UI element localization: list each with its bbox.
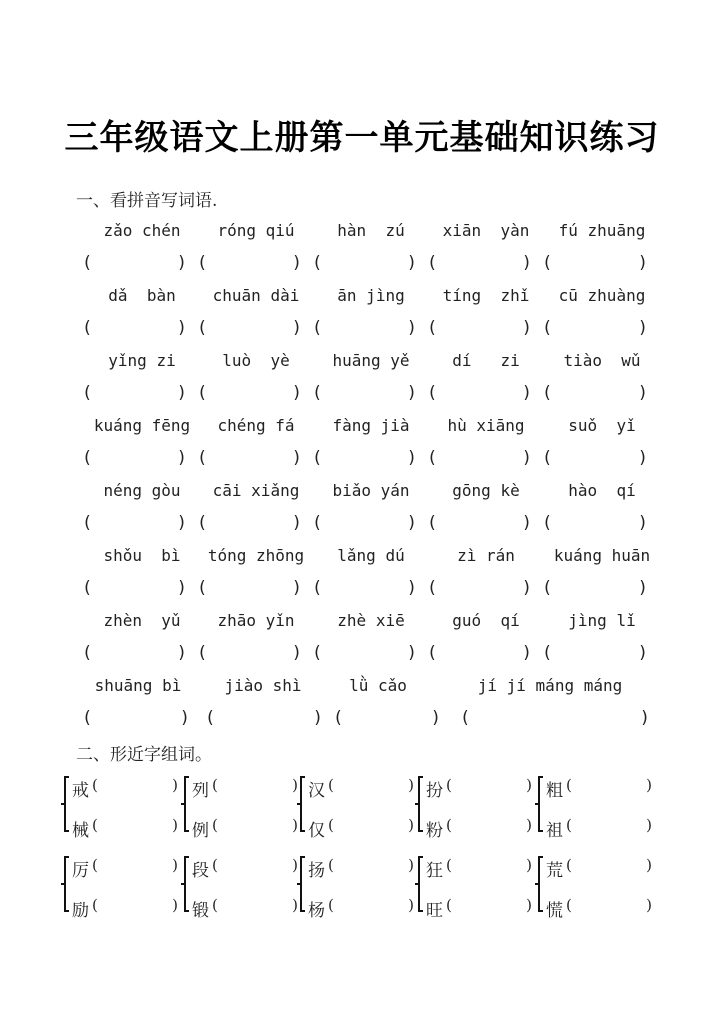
pinyin-word: zhāo yǐn — [217, 611, 295, 630]
open-paren: ( — [212, 816, 218, 834]
answer-blank[interactable] — [197, 578, 302, 602]
open-paren: ( — [446, 896, 452, 914]
character-answer-blank[interactable] — [546, 816, 652, 841]
brace-icon — [300, 776, 305, 832]
close-paren: ) — [172, 896, 178, 914]
character-pair — [64, 774, 180, 841]
close-paren: ) — [176, 318, 187, 338]
close-paren: ) — [646, 856, 652, 874]
open-paren: ( — [566, 856, 572, 874]
close-paren: ) — [521, 253, 532, 273]
pinyin-word: shuāng bì — [94, 676, 182, 695]
character: 慌 — [546, 901, 563, 921]
open-paren: ( — [82, 643, 93, 663]
character-pair — [418, 774, 534, 841]
close-paren: ) — [521, 578, 532, 598]
brace-icon — [418, 776, 423, 832]
open-paren: ( — [92, 776, 98, 794]
character-answer-blank[interactable] — [192, 896, 298, 921]
open-paren: ( — [82, 253, 93, 273]
close-paren: ) — [176, 448, 187, 468]
character: 粗 — [546, 781, 563, 801]
close-paren: ) — [292, 816, 298, 834]
close-paren: ) — [176, 253, 187, 273]
open-paren: ( — [427, 513, 438, 533]
open-paren: ( — [446, 776, 452, 794]
character-answer-blank[interactable] — [426, 896, 532, 921]
answer-blank[interactable] — [82, 708, 190, 732]
close-paren: ) — [292, 856, 298, 874]
open-paren: ( — [446, 856, 452, 874]
pinyin-word: hàn zú — [337, 221, 405, 240]
open-paren: ( — [566, 816, 572, 834]
answer-blank[interactable] — [312, 253, 417, 277]
character-answer-blank[interactable] — [308, 896, 414, 921]
pinyin-word: cāi xiǎng — [212, 481, 300, 500]
close-paren: ) — [526, 856, 532, 874]
close-paren: ) — [637, 578, 648, 598]
answer-blank[interactable] — [197, 318, 302, 342]
close-paren: ) — [176, 643, 187, 663]
character-pair — [538, 854, 654, 921]
pinyin-word: róng qiú — [217, 221, 295, 240]
answer-row — [0, 383, 724, 407]
close-paren: ) — [291, 643, 302, 663]
character-answer-blank[interactable] — [72, 896, 178, 921]
answer-blank[interactable] — [427, 448, 532, 472]
close-paren: ) — [408, 816, 414, 834]
open-paren: ( — [82, 708, 93, 728]
close-paren: ) — [646, 776, 652, 794]
open-paren: ( — [212, 856, 218, 874]
answer-blank[interactable] — [427, 578, 532, 602]
close-paren: ) — [639, 708, 650, 728]
answer-blank[interactable] — [427, 383, 532, 407]
answer-blank[interactable] — [82, 513, 187, 537]
character: 励 — [72, 901, 89, 921]
answer-blank[interactable] — [542, 383, 648, 407]
answer-blank[interactable] — [82, 578, 187, 602]
close-paren: ) — [406, 318, 417, 338]
open-paren: ( — [312, 578, 323, 598]
pinyin-row — [0, 611, 724, 635]
section-1-heading: 一、看拼音写词语. — [76, 191, 218, 211]
close-paren: ) — [521, 513, 532, 533]
pinyin-word: luò yè — [222, 351, 290, 370]
close-paren: ) — [646, 896, 652, 914]
brace-icon — [538, 776, 543, 832]
pinyin-word: hào qí — [568, 481, 636, 500]
character-answer-blank[interactable] — [546, 896, 652, 921]
answer-row — [0, 513, 724, 537]
character-answer-blank[interactable] — [72, 856, 178, 881]
open-paren: ( — [82, 318, 93, 338]
character-answer-blank[interactable] — [426, 776, 532, 801]
close-paren: ) — [521, 318, 532, 338]
open-paren: ( — [460, 708, 471, 728]
open-paren: ( — [542, 253, 553, 273]
character-pair — [300, 854, 416, 921]
open-paren: ( — [82, 513, 93, 533]
character-pair — [538, 774, 654, 841]
open-paren: ( — [197, 448, 208, 468]
answer-blank[interactable] — [197, 513, 302, 537]
open-paren: ( — [427, 448, 438, 468]
brace-icon — [538, 856, 543, 912]
pinyin-word: néng gòu — [103, 481, 181, 500]
open-paren: ( — [312, 383, 323, 403]
character-pair — [184, 774, 300, 841]
close-paren: ) — [637, 513, 648, 533]
open-paren: ( — [197, 253, 208, 273]
open-paren: ( — [205, 708, 216, 728]
open-paren: ( — [427, 578, 438, 598]
pinyin-row — [0, 221, 724, 245]
close-paren: ) — [526, 776, 532, 794]
open-paren: ( — [212, 776, 218, 794]
open-paren: ( — [542, 643, 553, 663]
answer-blank[interactable] — [197, 383, 302, 407]
pinyin-word: huāng yě — [332, 351, 410, 370]
close-paren: ) — [291, 253, 302, 273]
close-paren: ) — [646, 816, 652, 834]
character: 戒 — [72, 781, 89, 801]
open-paren: ( — [328, 816, 334, 834]
answer-blank[interactable] — [312, 318, 417, 342]
open-paren: ( — [427, 318, 438, 338]
pinyin-row — [0, 481, 724, 505]
open-paren: ( — [328, 776, 334, 794]
close-paren: ) — [291, 383, 302, 403]
answer-row — [0, 448, 724, 472]
pinyin-word: fàng jià — [332, 416, 410, 435]
answer-blank[interactable] — [82, 318, 187, 342]
open-paren: ( — [197, 643, 208, 663]
open-paren: ( — [212, 896, 218, 914]
character-answer-blank[interactable] — [308, 816, 414, 841]
pinyin-row — [0, 546, 724, 570]
character: 狂 — [426, 861, 443, 881]
answer-blank[interactable] — [542, 578, 648, 602]
character: 例 — [192, 821, 209, 841]
close-paren: ) — [406, 513, 417, 533]
open-paren: ( — [312, 643, 323, 663]
character: 扬 — [308, 861, 325, 881]
answer-blank[interactable] — [205, 708, 323, 732]
close-paren: ) — [292, 776, 298, 794]
open-paren: ( — [542, 578, 553, 598]
pinyin-word: tiào wǔ — [563, 351, 641, 370]
pinyin-word: hù xiāng — [447, 416, 525, 435]
open-paren: ( — [566, 896, 572, 914]
pinyin-word: zhè xiē — [337, 611, 405, 630]
open-paren: ( — [197, 513, 208, 533]
answer-blank[interactable] — [427, 318, 532, 342]
open-paren: ( — [197, 578, 208, 598]
open-paren: ( — [566, 776, 572, 794]
answer-blank[interactable] — [312, 643, 417, 667]
close-paren: ) — [637, 253, 648, 273]
character-answer-blank[interactable] — [546, 776, 652, 801]
character-answer-blank[interactable] — [426, 816, 532, 841]
close-paren: ) — [172, 856, 178, 874]
open-paren: ( — [92, 816, 98, 834]
character-answer-blank[interactable] — [192, 816, 298, 841]
open-paren: ( — [82, 383, 93, 403]
close-paren: ) — [179, 708, 190, 728]
pinyin-word: shǒu bì — [103, 546, 181, 565]
character: 段 — [192, 861, 209, 881]
character-pair — [300, 774, 416, 841]
answer-blank[interactable] — [427, 253, 532, 277]
pinyin-word: dǎ bàn — [108, 286, 176, 305]
character: 杨 — [308, 901, 325, 921]
close-paren: ) — [521, 448, 532, 468]
pinyin-word: kuáng huān — [553, 546, 651, 565]
answer-blank[interactable] — [312, 448, 417, 472]
close-paren: ) — [172, 816, 178, 834]
close-paren: ) — [176, 578, 187, 598]
character-pair — [64, 854, 180, 921]
open-paren: ( — [427, 383, 438, 403]
answer-blank[interactable] — [312, 578, 417, 602]
close-paren: ) — [172, 776, 178, 794]
pinyin-word: dí zi — [452, 351, 520, 370]
open-paren: ( — [542, 448, 553, 468]
brace-icon — [418, 856, 423, 912]
pinyin-word: zì rán — [457, 546, 515, 565]
character: 旺 — [426, 901, 443, 921]
answer-blank[interactable] — [82, 448, 187, 472]
pinyin-word: tíng zhǐ — [442, 286, 530, 305]
pinyin-word: gōng kè — [452, 481, 520, 500]
close-paren: ) — [408, 896, 414, 914]
close-paren: ) — [406, 383, 417, 403]
close-paren: ) — [176, 513, 187, 533]
answer-row — [0, 708, 724, 732]
brace-icon — [64, 776, 69, 832]
brace-icon — [300, 856, 305, 912]
close-paren: ) — [406, 643, 417, 663]
close-paren: ) — [292, 896, 298, 914]
pinyin-row — [0, 286, 724, 310]
answer-blank[interactable] — [82, 383, 187, 407]
character: 荒 — [546, 861, 563, 881]
character: 粉 — [426, 821, 443, 841]
character-pair — [184, 854, 300, 921]
pinyin-word: jìng lǐ — [568, 611, 636, 630]
character-answer-blank[interactable] — [192, 856, 298, 881]
open-paren: ( — [312, 513, 323, 533]
character-answer-blank[interactable] — [72, 776, 178, 801]
answer-blank[interactable] — [197, 253, 302, 277]
open-paren: ( — [312, 448, 323, 468]
pinyin-word: cū zhuàng — [558, 286, 646, 305]
close-paren: ) — [637, 643, 648, 663]
character: 锻 — [192, 901, 209, 921]
pinyin-row — [0, 676, 724, 700]
close-paren: ) — [637, 383, 648, 403]
pinyin-word: tóng zhōng — [207, 546, 305, 565]
answer-blank[interactable] — [82, 643, 187, 667]
close-paren: ) — [526, 896, 532, 914]
open-paren: ( — [328, 896, 334, 914]
page-title: 三年级语文上册第一单元基础知识练习 — [64, 118, 660, 158]
answer-row — [0, 253, 724, 277]
pinyin-word: xiān yàn — [442, 221, 530, 240]
answer-blank[interactable] — [82, 253, 187, 277]
answer-blank[interactable] — [427, 513, 532, 537]
close-paren: ) — [408, 856, 414, 874]
answer-row — [0, 318, 724, 342]
pinyin-word: chuān dài — [212, 286, 300, 305]
character-pair — [418, 854, 534, 921]
character-answer-blank[interactable] — [308, 776, 414, 801]
character: 械 — [72, 821, 89, 841]
open-paren: ( — [542, 318, 553, 338]
brace-icon — [184, 776, 189, 832]
brace-icon — [184, 856, 189, 912]
open-paren: ( — [427, 643, 438, 663]
character-answer-blank[interactable] — [72, 816, 178, 841]
pinyin-word: zhèn yǔ — [103, 611, 181, 630]
answer-row — [0, 643, 724, 667]
answer-blank[interactable] — [542, 253, 648, 277]
close-paren: ) — [312, 708, 323, 728]
character: 扮 — [426, 781, 443, 801]
open-paren: ( — [328, 856, 334, 874]
open-paren: ( — [312, 253, 323, 273]
answer-blank[interactable] — [460, 708, 650, 732]
character-answer-blank[interactable] — [192, 776, 298, 801]
close-paren: ) — [176, 383, 187, 403]
answer-blank[interactable] — [427, 643, 532, 667]
close-paren: ) — [291, 448, 302, 468]
open-paren: ( — [92, 856, 98, 874]
character-answer-blank[interactable] — [426, 856, 532, 881]
open-paren: ( — [197, 383, 208, 403]
open-paren: ( — [82, 578, 93, 598]
open-paren: ( — [82, 448, 93, 468]
close-paren: ) — [406, 578, 417, 598]
open-paren: ( — [333, 708, 344, 728]
open-paren: ( — [92, 896, 98, 914]
pinyin-word: jiào shì — [224, 676, 302, 695]
pinyin-word: chéng fá — [217, 416, 295, 435]
open-paren: ( — [427, 253, 438, 273]
close-paren: ) — [406, 253, 417, 273]
open-paren: ( — [446, 816, 452, 834]
open-paren: ( — [542, 513, 553, 533]
character: 汉 — [308, 781, 325, 801]
pinyin-word: suǒ yǐ — [568, 416, 636, 435]
character: 列 — [192, 781, 209, 801]
pinyin-word: ān jìng — [337, 286, 405, 305]
pinyin-word: zǎo chén — [103, 221, 181, 240]
close-paren: ) — [526, 816, 532, 834]
close-paren: ) — [521, 643, 532, 663]
pinyin-word: biǎo yán — [332, 481, 410, 500]
close-paren: ) — [291, 318, 302, 338]
pinyin-word: lǎng dú — [337, 546, 405, 565]
pinyin-word: kuáng fēng — [93, 416, 191, 435]
answer-blank[interactable] — [333, 708, 441, 732]
open-paren: ( — [312, 318, 323, 338]
brace-icon — [64, 856, 69, 912]
character-answer-blank[interactable] — [546, 856, 652, 881]
pinyin-word: fú zhuāng — [558, 221, 646, 240]
character: 祖 — [546, 821, 563, 841]
close-paren: ) — [430, 708, 441, 728]
answer-blank[interactable] — [542, 643, 648, 667]
answer-blank[interactable] — [197, 643, 302, 667]
answer-blank[interactable] — [542, 448, 648, 472]
close-paren: ) — [408, 776, 414, 794]
section-2-heading: 二、形近字组词。 — [76, 745, 212, 765]
answer-blank[interactable] — [542, 318, 648, 342]
answer-blank[interactable] — [542, 513, 648, 537]
close-paren: ) — [291, 578, 302, 598]
character-answer-blank[interactable] — [308, 856, 414, 881]
close-paren: ) — [291, 513, 302, 533]
open-paren: ( — [197, 318, 208, 338]
pinyin-row — [0, 351, 724, 375]
pinyin-word: lǜ cǎo — [349, 676, 407, 695]
answer-row — [0, 578, 724, 602]
close-paren: ) — [521, 383, 532, 403]
close-paren: ) — [406, 448, 417, 468]
character: 仅 — [308, 821, 325, 841]
pinyin-word: guó qí — [452, 611, 520, 630]
answer-blank[interactable] — [197, 448, 302, 472]
close-paren: ) — [637, 448, 648, 468]
open-paren: ( — [542, 383, 553, 403]
pinyin-word: jí jí máng máng — [477, 676, 623, 695]
answer-blank[interactable] — [312, 513, 417, 537]
character: 厉 — [72, 861, 89, 881]
close-paren: ) — [637, 318, 648, 338]
pinyin-row — [0, 416, 724, 440]
pinyin-word: yǐng zi — [108, 351, 176, 370]
answer-blank[interactable] — [312, 383, 417, 407]
